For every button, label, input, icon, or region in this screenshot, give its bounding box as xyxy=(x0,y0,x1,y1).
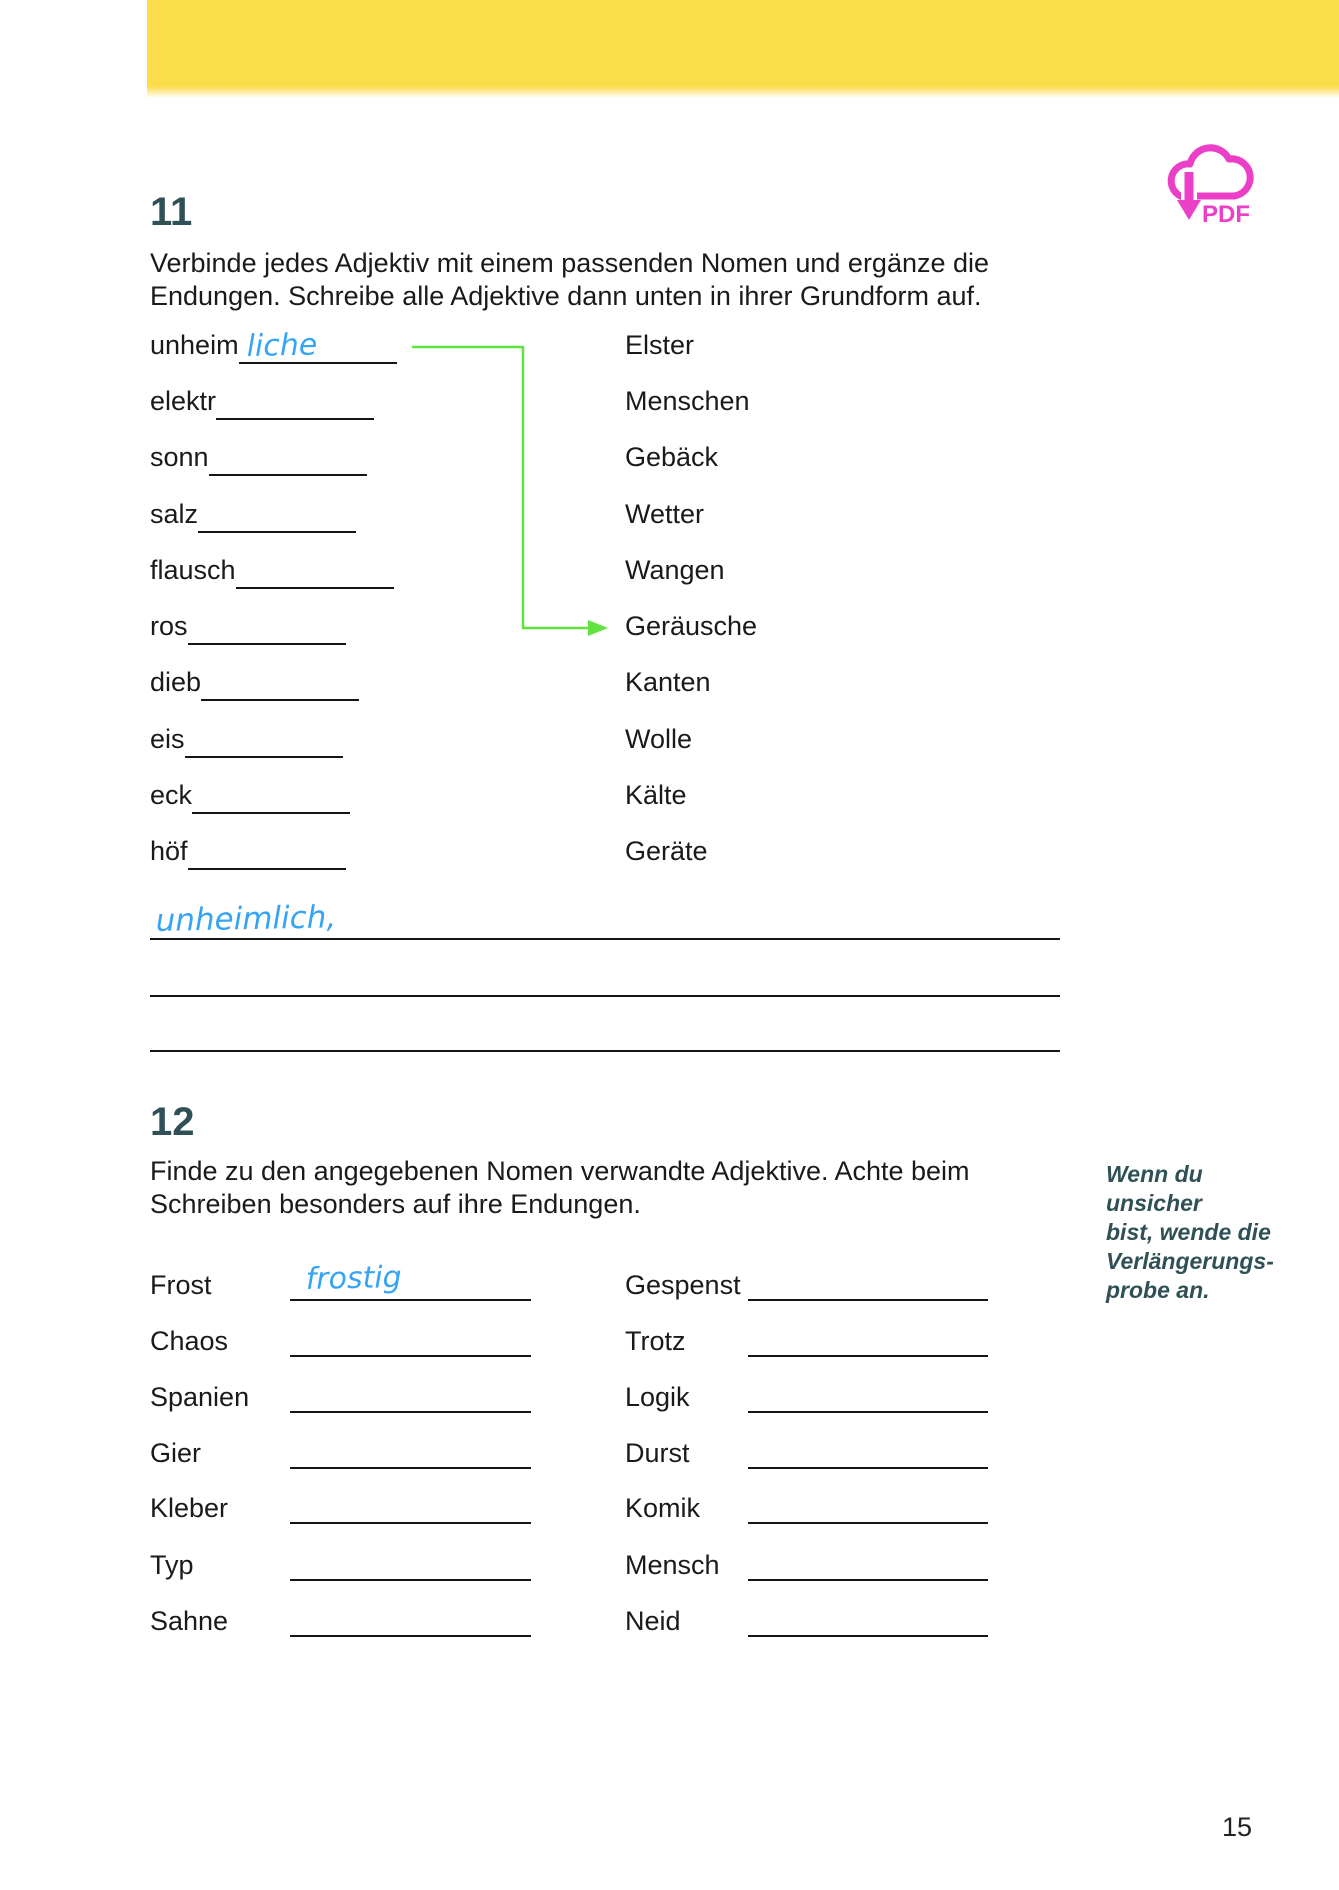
noun-label: Logik xyxy=(625,1382,690,1412)
header-band xyxy=(147,0,1339,98)
adjective-row xyxy=(150,611,346,645)
handwritten-adjective: frostig xyxy=(305,1259,403,1297)
noun-item: Wolle xyxy=(625,724,693,754)
noun-item: Geräte xyxy=(625,836,708,866)
match-connector-line xyxy=(398,329,633,654)
ending-blank-line xyxy=(192,784,350,814)
noun-item: Gebäck xyxy=(625,442,719,472)
adjective-row xyxy=(150,555,394,589)
noun-label: Sahne xyxy=(150,1606,229,1636)
margin-note-line: Wenn du unsicher xyxy=(1106,1161,1203,1216)
page-number: 15 xyxy=(1222,1812,1253,1842)
margin-note-line: bist, wende die xyxy=(1106,1219,1271,1245)
noun-item: Kälte xyxy=(625,780,687,810)
adjective-row xyxy=(150,667,359,701)
exercise-11-instructions: Verbinde jedes Adjektiv mit einem passenden Nomen und ergänze die Endungen. Schreibe alle Adjektive dann unten in ihrer Grundform auf. xyxy=(150,248,990,311)
connector-path xyxy=(412,347,588,628)
ending-blank-line xyxy=(198,503,356,533)
ending-blank-line xyxy=(236,559,394,589)
exercise-12-instructions: Finde zu den angegebenen Nomen verwandte Adjektive. Achte beim Schreiben besonders auf ihre Endungen. xyxy=(150,1156,970,1219)
adjective-stem: elektr xyxy=(150,386,217,416)
adjective-row xyxy=(150,327,397,364)
noun-label: Gier xyxy=(150,1438,202,1468)
ending-blank-line xyxy=(209,446,367,476)
adjective-stem: sonn xyxy=(150,442,209,472)
noun-item: Elster xyxy=(625,330,695,360)
ending-blank-line xyxy=(201,671,359,701)
answer-blank-line xyxy=(290,1490,531,1524)
exercise-11-number: 11 xyxy=(150,190,193,234)
answer-blank-line xyxy=(290,1603,531,1637)
connector-arrowhead xyxy=(588,620,608,636)
adjective-row xyxy=(150,724,343,758)
ending-blank-line xyxy=(185,728,343,758)
adjective-stem: salz xyxy=(150,499,199,529)
adjective-stem: höf xyxy=(150,836,188,866)
adjective-row xyxy=(150,499,356,533)
answer-blank-line xyxy=(748,1490,988,1524)
answer-blank-line xyxy=(748,1435,988,1469)
answer-blank-line xyxy=(748,1603,988,1637)
adjective-stem: eck xyxy=(150,780,193,810)
noun-label: Durst xyxy=(625,1438,690,1468)
adjective-row xyxy=(150,836,346,870)
noun-item: Geräusche xyxy=(625,611,758,641)
answer-blank-line xyxy=(290,1259,531,1301)
answer-blank-line xyxy=(748,1323,988,1357)
ending-blank-line xyxy=(188,615,346,645)
writing-line xyxy=(150,995,1060,997)
answer-blank-line xyxy=(290,1323,531,1357)
noun-item: Menschen xyxy=(625,386,750,416)
noun-label: Spanien xyxy=(150,1382,250,1412)
noun-label: Mensch xyxy=(625,1550,720,1580)
noun-item: Wangen xyxy=(625,555,725,585)
pdf-cloud-icon-svg xyxy=(1158,138,1260,236)
answer-blank-line xyxy=(290,1547,531,1581)
adjective-stem: unheim xyxy=(150,330,239,360)
adjective-stem: ros xyxy=(150,611,188,641)
pdf-cloud-icon xyxy=(1158,138,1260,236)
writing-line xyxy=(150,1050,1060,1052)
margin-tip-note xyxy=(1106,1160,1286,1305)
ending-blank-line xyxy=(239,327,397,364)
noun-label: Komik xyxy=(625,1493,701,1523)
adjective-row xyxy=(150,780,350,814)
adjective-row xyxy=(150,386,374,420)
answer-blank-line xyxy=(290,1435,531,1469)
margin-note-line: Verlängerungs- xyxy=(1106,1248,1274,1274)
noun-item: Wetter xyxy=(625,499,705,529)
noun-label: Gespenst xyxy=(625,1270,741,1300)
noun-item: Kanten xyxy=(625,667,711,697)
noun-label: Frost xyxy=(150,1270,212,1300)
answer-blank-line xyxy=(748,1547,988,1581)
answer-blank-line xyxy=(748,1379,988,1413)
adjective-row xyxy=(150,442,367,476)
adjective-stem: dieb xyxy=(150,667,202,697)
writing-line xyxy=(150,938,1060,940)
pdf-icon-label: PDF xyxy=(1202,201,1250,228)
noun-label: Trotz xyxy=(625,1326,686,1356)
handwritten-answer: unheimlich, xyxy=(155,899,337,939)
noun-label: Kleber xyxy=(150,1493,229,1523)
ending-blank-line xyxy=(188,840,346,870)
adjective-stem: flausch xyxy=(150,555,236,585)
noun-label: Typ xyxy=(150,1550,194,1580)
answer-blank-line xyxy=(748,1267,988,1301)
download-arrow-head xyxy=(1177,200,1201,220)
margin-note-line: probe an. xyxy=(1106,1277,1210,1303)
answer-blank-line xyxy=(290,1379,531,1413)
ending-blank-line xyxy=(216,390,374,420)
noun-label: Neid xyxy=(625,1606,681,1636)
exercise-12-number: 12 xyxy=(150,1100,195,1144)
noun-label: Chaos xyxy=(150,1326,229,1356)
adjective-stem: eis xyxy=(150,724,185,754)
handwritten-ending: liche xyxy=(245,327,318,364)
